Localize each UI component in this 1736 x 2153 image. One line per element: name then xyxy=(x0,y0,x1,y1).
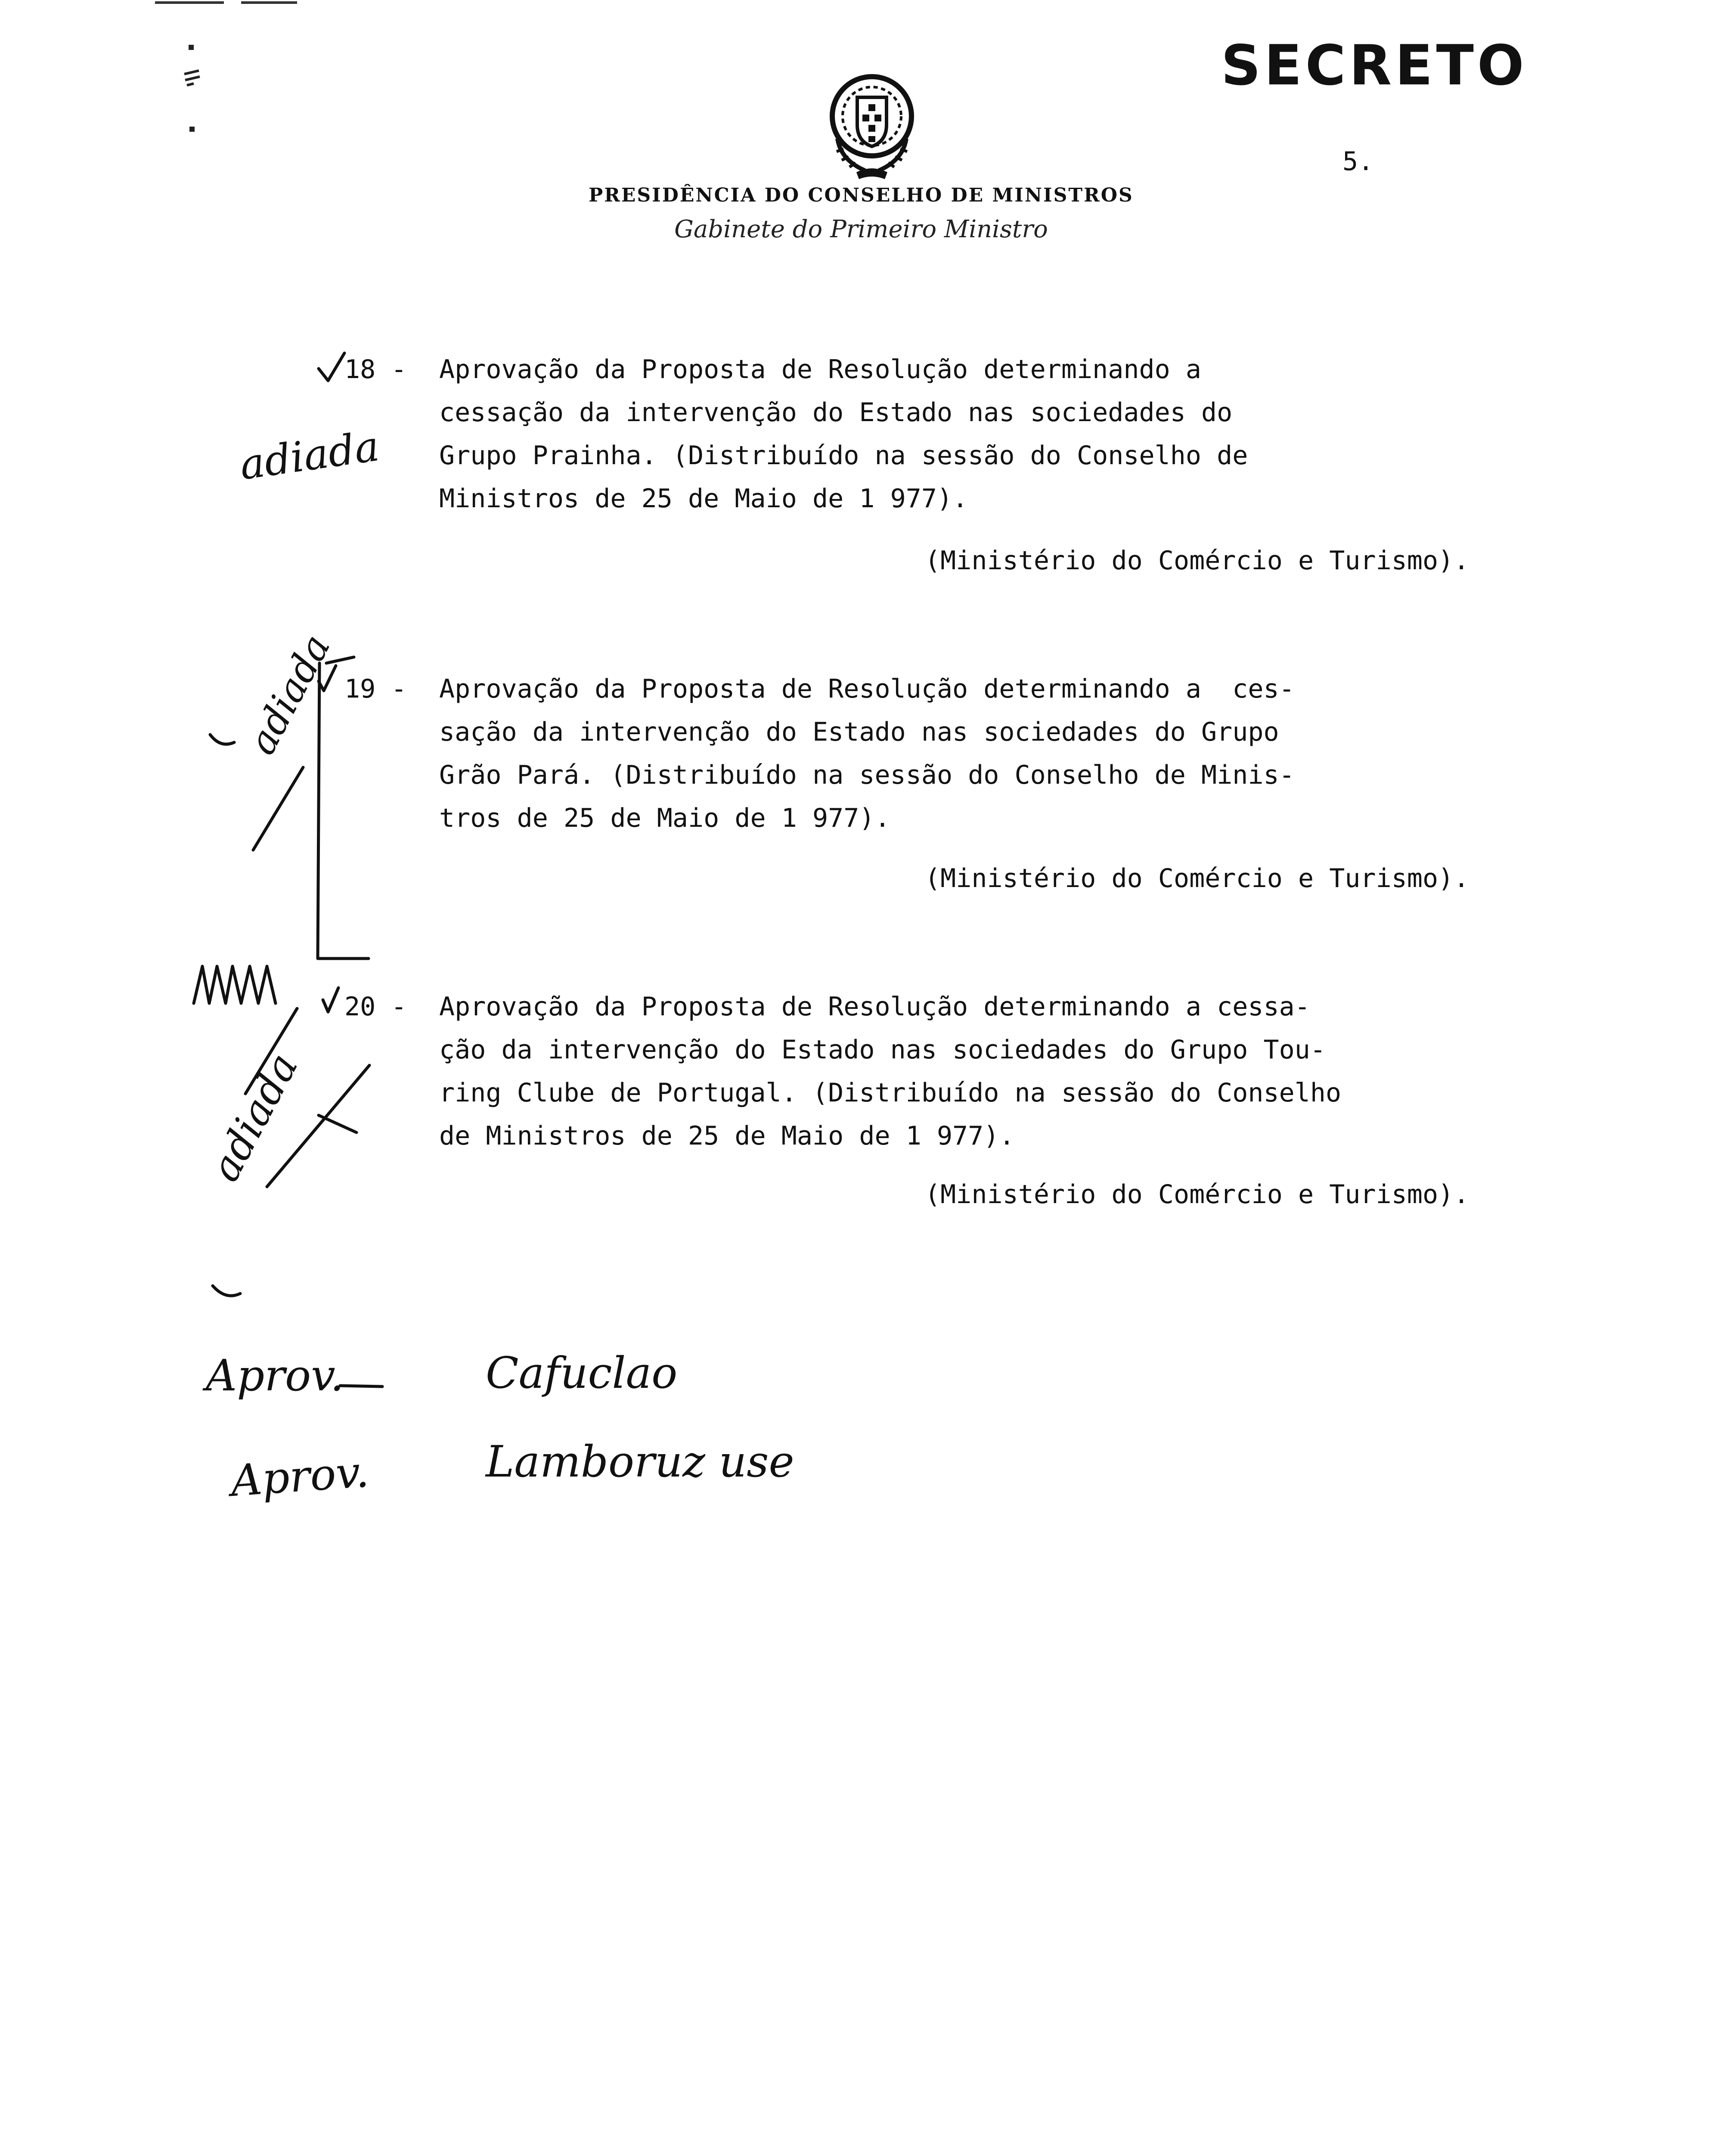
item-text-line: Aprovação da Proposta de Resolução determinando a ces- xyxy=(439,674,1295,704)
underline-mark xyxy=(319,1115,356,1132)
approval-note-1: Aprov. xyxy=(206,1350,344,1401)
approver-name-2: Lamboruz use xyxy=(486,1436,794,1487)
item-text-line: ção da intervenção do Estado nas sociedades do Grupo Tou- xyxy=(439,1035,1326,1065)
tick-mark xyxy=(210,735,234,744)
item-20-ministry: (Ministério do Comércio e Turismo). xyxy=(925,1179,1469,1210)
letterhead-title: PRESIDÊNCIA DO CONSELHO DE MINISTROS xyxy=(589,184,1134,206)
item-text-line: tros de 25 de Maio de 1 977). xyxy=(439,803,890,833)
diagonal-strike xyxy=(253,767,303,850)
item-text-line: Grupo Prainha. (Distribuído na sessão do Conselho de xyxy=(439,441,1248,471)
item-19-number: 19 - xyxy=(344,674,407,704)
item-19-ministry: (Ministério do Comércio e Turismo). xyxy=(925,863,1469,893)
item-text-line: de Ministros de 25 de Maio de 1 977). xyxy=(439,1121,1015,1151)
item-18-number: 18 - xyxy=(344,354,407,385)
office-subtitle: Gabinete do Primeiro Ministro xyxy=(674,215,1048,243)
item-text-line: sação da intervenção do Estado nas sociedades do Grupo xyxy=(439,717,1279,747)
item-18-ministry: (Ministério do Comércio e Turismo). xyxy=(925,546,1469,576)
classification-stamp: SECRETO xyxy=(1221,34,1528,98)
item-text-line: Aprovação da Proposta de Resolução determinando a cessa- xyxy=(439,992,1310,1022)
item-text-line: ring Clube de Portugal. (Distribuído na sessão do Conselho xyxy=(439,1078,1342,1108)
item-text-line: Grão Pará. (Distribuído na sessão do Conselho de Minis- xyxy=(439,760,1295,790)
item-text-line: Ministros de 25 de Maio de 1 977). xyxy=(439,484,968,514)
item-text-line: cessação da intervenção do Estado nas sociedades do xyxy=(439,397,1233,428)
margin-note-item-20: adiada xyxy=(202,1045,307,1189)
page-number: 5. xyxy=(1342,146,1374,177)
bracket-mark xyxy=(318,657,369,959)
margin-note-item-19: adiada xyxy=(239,627,339,762)
checkmark-icon xyxy=(323,988,338,1012)
margin-note-item-18: adiada xyxy=(236,422,382,490)
dash-mark xyxy=(340,1386,382,1387)
tick-mark xyxy=(213,1286,240,1296)
item-20-number: 20 - xyxy=(344,992,407,1022)
approval-note-2: Aprov. xyxy=(229,1446,371,1507)
approver-name-1: Cafuclao xyxy=(486,1348,678,1398)
checkmark-icon xyxy=(319,353,344,381)
scribble-mark xyxy=(194,966,276,1003)
item-text-line: Aprovação da Proposta de Resolução determinando a xyxy=(439,354,1202,385)
